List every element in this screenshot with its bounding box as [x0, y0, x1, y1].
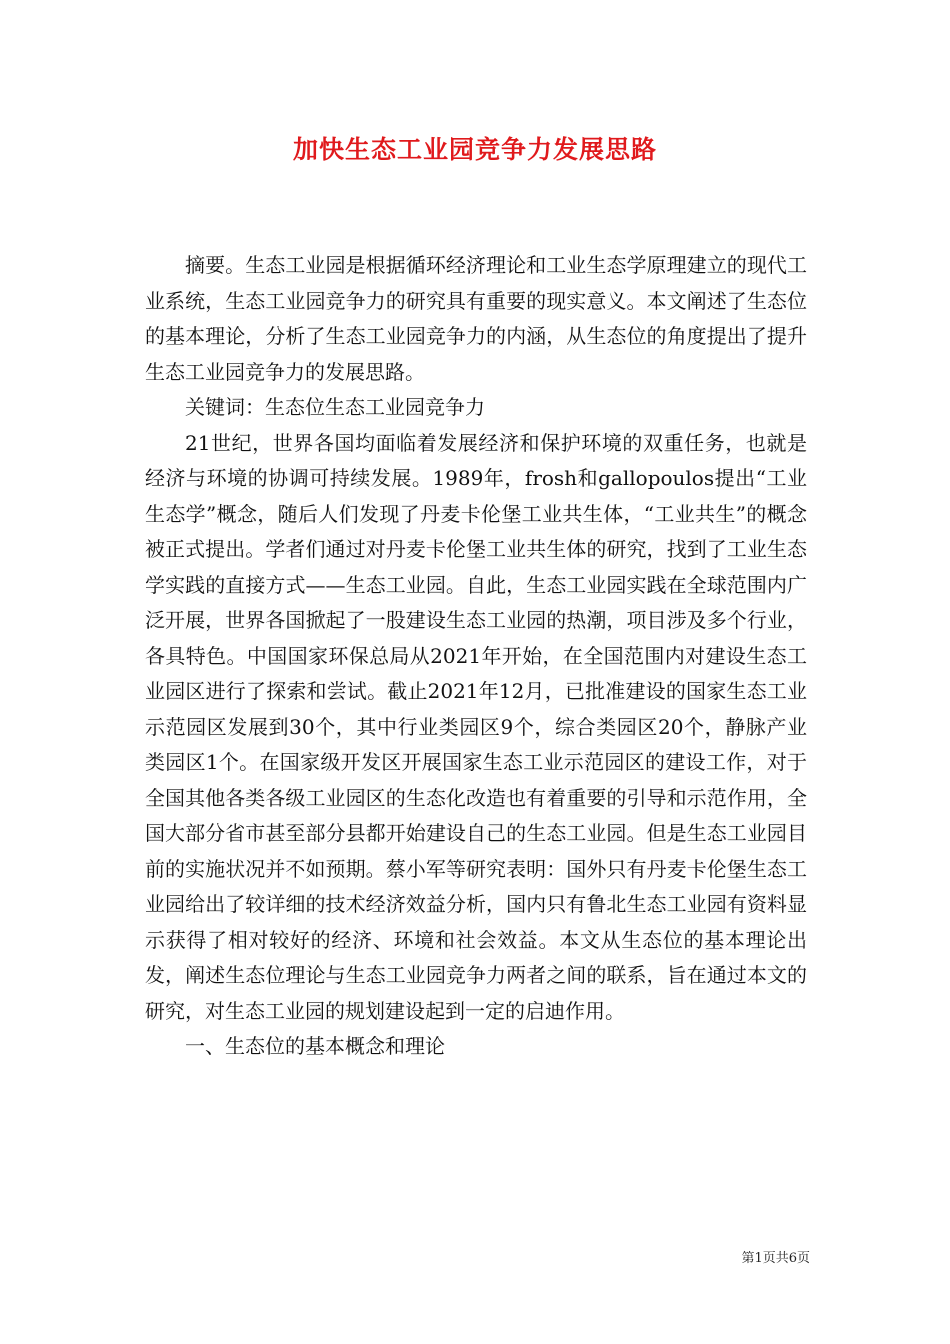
intro-paragraph: 21世纪，世界各国均面临着发展经济和保护环境的双重任务，也就是经济与环境的协调可持续发展。1989年，frosh和gallopoulos提出“工业生态学”概念，随后人们发现了丹麦卡伦堡工业共生体，“工业共生”的概念被正式提出。学者们通过对丹麦卡伦堡工业共生体的研究，找到了工业生态学实践的直接方式——生态工业园。自此，生态工业园实践在全球范围内广泛开展，世界各国掀起了一股建设生态工业园的热潮，项目涉及多个行业，各具特色。中国国家环保总局从2021年开始，在全国范围内对建设生态工业园区进行了探索和尝试。截止2021年12月，已批准建设的国家生态工业示范园区发展到30个，其中行业类园区9个，综合类园区20个，静脉产业类园区1个。在国家级开发区开展国家生态工业示范园区的建设工作，对于全国其他各类各级工业园区的生态化改造也有着重要的引导和示范作用，全国大部分省市甚至部分县都开始建设自己的生态工业园。但是生态工业园目前的实施状况并不如预期。蔡小军等研究表明：国外只有丹麦卡伦堡生态工业园给出了较详细的技术经济效益分析，国内只有鲁北生态工业园有资料显示获得了相对较好的经济、环境和社会效益。本文从生态位的基本理论出发，阐述生态位理论与生态工业园竞争力两者之间的联系，旨在通过本文的研究，对生态工业园的规划建设起到一定的启迪作用。 [145, 430, 807, 1023]
document-body [145, 248, 807, 1065]
document-title: 加快生态工业园竞争力发展思路 [292, 135, 657, 164]
page-number: 第1页共6页 [741, 1251, 810, 1266]
section-heading: 一、生态位的基本概念和理论 [185, 1034, 445, 1058]
keywords-paragraph: 关键词：生态位生态工业园竞争力 [185, 395, 485, 419]
abstract-paragraph: 摘要。生态工业园是根据循环经济理论和工业生态学原理建立的现代工业系统，生态工业园竞争力的研究具有重要的现实意义。本文阐述了生态位的基本理论，分析了生态工业园竞争力的内涵，从生态位的角度提出了提升生态工业园竞争力的发展思路。 [145, 253, 807, 384]
